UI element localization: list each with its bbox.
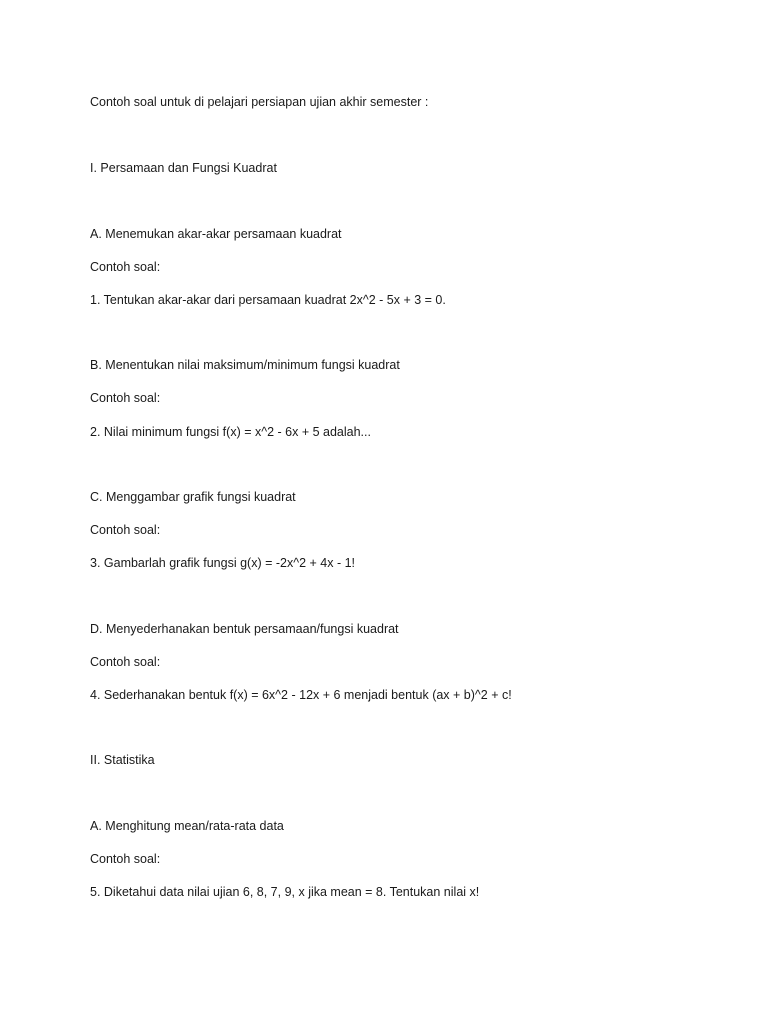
topic-b-heading: B. Menentukan nilai maksimum/minimum fungsi kuadrat bbox=[90, 358, 400, 372]
topic-stat-a-heading: A. Menghitung mean/rata-rata data bbox=[90, 819, 284, 833]
example-label: Contoh soal: bbox=[90, 852, 161, 866]
example-label: Contoh soal: bbox=[90, 391, 161, 405]
example-label: Contoh soal: bbox=[90, 655, 161, 669]
question-5: 5. Diketahui data nilai ujian 6, 8, 7, 9, x jika mean = 8. Tentukan nilai x! bbox=[90, 885, 480, 899]
example-label: Contoh soal: bbox=[90, 260, 161, 274]
example-label: Contoh soal: bbox=[90, 523, 161, 537]
section-1-heading: I. Persamaan dan Fungsi Kuadrat bbox=[90, 161, 277, 175]
question-2: 2. Nilai minimum fungsi f(x) = x^2 - 6x + 5 adalah... bbox=[90, 425, 371, 439]
question-4: 4. Sederhanakan bentuk f(x) = 6x^2 - 12x + 6 menjadi bentuk (ax + b)^2 + c! bbox=[90, 688, 512, 702]
question-1: 1. Tentukan akar-akar dari persamaan kuadrat 2x^2 - 5x + 3 = 0. bbox=[90, 293, 446, 307]
question-3: 3. Gambarlah grafik fungsi g(x) = -2x^2 + 4x - 1! bbox=[90, 556, 356, 570]
topic-c-heading: C. Menggambar grafik fungsi kuadrat bbox=[90, 490, 296, 504]
section-2-heading: II. Statistika bbox=[90, 753, 155, 767]
topic-d-heading: D. Menyederhanakan bentuk persamaan/fungsi kuadrat bbox=[90, 622, 399, 636]
topic-a-heading: A. Menemukan akar-akar persamaan kuadrat bbox=[90, 227, 342, 241]
intro-text: Contoh soal untuk di pelajari persiapan ujian akhir semester : bbox=[90, 95, 429, 109]
